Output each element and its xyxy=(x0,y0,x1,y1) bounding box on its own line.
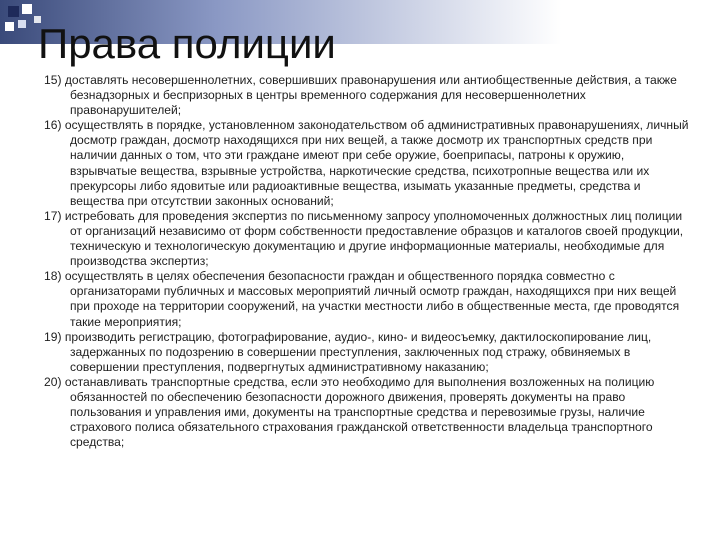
list-item: 19) производить регистрацию, фотографирование, аудио-, кино- и видеосъемку, дактилоскопирование лиц, задержанных по подозрению в совершении преступления, заключенных под стражу, обвиняемых в совершении преступления, подвергнутых административному наказанию; xyxy=(44,329,652,374)
list-item: 15) доставлять несовершеннолетних, совершивших правонарушения или антиобщественные действия, а также безнадзорных и беспризорных в центры временного содержания для несовершеннолетних правонарушителей; xyxy=(44,73,677,118)
square-decoration xyxy=(18,20,26,28)
square-decoration xyxy=(8,6,19,17)
list-item: 18) осуществлять в целях обеспечения безопасности граждан и общественного порядка совместно с организаторами публичных и массовых мероприятий личный осмотр граждан, находящихся при них вещей при проходе на территории сооружений, на участки местности либо в общественные места, где проводятся такие мероприятия; xyxy=(44,269,680,329)
list-item: 17) истребовать для проведения экспертиз по письменному запросу уполномоченных должностных лиц полиции от организаций независимо от форм собственности предоставление образцов и каталогов своей продукции, техническую и технологическую документацию и другие информационные материалы, необходимые для производства экспертиз; xyxy=(44,208,684,269)
square-decoration xyxy=(5,22,14,31)
list-item: 20) останавливать транспортные средства, если это необходимо для выполнения возложенных на полицию обязанностей по обеспечению безопасности дорожного движения, проверять документы на право пользования и управления ими, документы на транспортные средства и перевозимые грузы, наличие страхового полиса обязательного страхования гражданской ответственности владельца транспортного средства; xyxy=(44,374,655,450)
list-item: 16) осуществлять в порядке, установленном законодательством об административных правонарушениях, личный досмотр граждан, досмотр находящихся при них вещей, а также досмотр их транспортных средств при наличии данных о том, что эти граждане имеют при себе оружие, боеприпасы, патроны к оружию, взрывчатые вещества, взрывные устройства, наркотические средства, психотропные вещества или их прекурсоры либо ядовитые или радиоактивные вещества, изымать указанные предметы, средства и вещества при отсутствии законных оснований; xyxy=(44,118,689,208)
slide-body xyxy=(44,73,689,450)
square-decoration xyxy=(22,4,32,14)
slide-title: Права полиции xyxy=(38,20,336,67)
